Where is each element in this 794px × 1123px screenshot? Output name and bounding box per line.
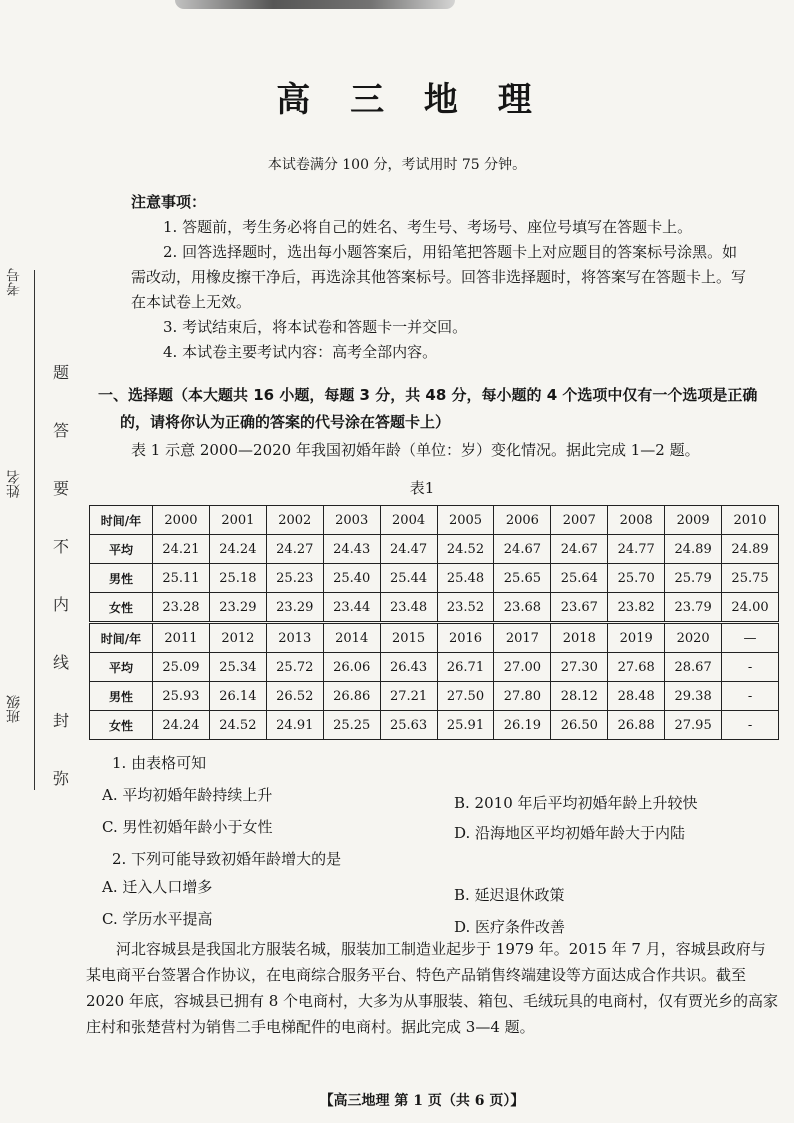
table-cell: 26.52: [266, 682, 323, 711]
table-cell: 2005: [437, 506, 494, 535]
notice-item: 1. 答题前，考生务必将自己的姓名、考生号、考场号、座位号填写在答题卡上。: [163, 218, 693, 236]
table-cell: 25.63: [380, 711, 437, 740]
table-row: [90, 535, 779, 564]
class-label: 班级: [6, 695, 22, 723]
seal-char: 题: [52, 363, 69, 382]
option-c: C. 学历水平提高: [102, 910, 213, 928]
table-cell: 24.24: [209, 535, 266, 564]
passage-text: 河北容城县是我国北方服装名城，服装加工制造业起步于 1979 年。2015 年 7 月，容城县政府与某电商平台签署合作协议，在电商综合服务平台、特色产品销售终端建设等方面达成合作共识。截至 2020 年底，容城县已拥有 8 个电商村，大多为从事服装、箱包、毛绒玩具的电商村，仅有贾光乡的高家庄村和张楚营村为销售二手电梯配件的电商村。据此完成 3—4 题。: [86, 940, 779, 1036]
page-title: 高 三 地 理: [276, 80, 546, 120]
table-cell: 24.21: [153, 535, 210, 564]
question-stem: 1. 由表格可知: [112, 754, 207, 772]
table-cell: 25.91: [437, 711, 494, 740]
exam-number-label: 考号: [6, 268, 22, 296]
table-cell: 24.24: [153, 711, 210, 740]
table-cell: 24.67: [494, 535, 551, 564]
table-cell: 26.19: [494, 711, 551, 740]
table-cell: 2007: [551, 506, 608, 535]
table-cell: 25.23: [266, 564, 323, 593]
table-cell: 24.91: [266, 711, 323, 740]
notice-heading: 注意事项：: [131, 193, 207, 211]
table-cell: 23.52: [437, 593, 494, 623]
table-cell: 24.47: [380, 535, 437, 564]
section-heading-line: 一、选择题（本大题共 16 小题，每题 3 分，共 48 分，每小题的 4 个选项中仅有一个选项是正确: [98, 386, 758, 404]
table-cell: —: [722, 623, 779, 653]
table-row: [90, 564, 779, 593]
option-d: D. 医疗条件改善: [454, 918, 566, 936]
table-cell: 24.27: [266, 535, 323, 564]
table-cell: 23.44: [323, 593, 380, 623]
seal-char: 不: [52, 537, 69, 556]
table-cell: 27.68: [608, 653, 665, 682]
table-cell: 24.00: [722, 593, 779, 623]
table-cell: 2004: [380, 506, 437, 535]
table-cell: 25.48: [437, 564, 494, 593]
table-cell: 25.44: [380, 564, 437, 593]
table-cell: 25.34: [209, 653, 266, 682]
table-cell: 2019: [608, 623, 665, 653]
table-cell: 26.86: [323, 682, 380, 711]
table-cell: 2010: [722, 506, 779, 535]
notice-item: 2. 回答选择题时，选出每小题答案后，用铅笔把答题卡上对应题目的答案标号涂黑。如需改动，用橡皮擦干净后，再选涂其他答案标号。回答非选择题时，将答案写在答题卡上。写在本试卷上无效。: [131, 243, 747, 311]
table-cell: 2003: [323, 506, 380, 535]
table-cell: 25.25: [323, 711, 380, 740]
exam-info: 本试卷满分 100 分，考试用时 75 分钟。: [267, 157, 527, 173]
table-cell: 26.14: [209, 682, 266, 711]
table-row: [90, 653, 779, 682]
binding-margin: [0, 240, 86, 800]
section-heading-line: 的，请将你认为正确的答案的代号涂在答题卡上）: [120, 413, 451, 431]
notice-item: 4. 本试卷主要考试内容：高考全部内容。: [163, 343, 438, 361]
row-label-cell: 女性: [90, 711, 153, 740]
table-cell: 25.75: [722, 564, 779, 593]
table-cell: 2008: [608, 506, 665, 535]
notice-section: [131, 190, 751, 365]
table-cell: 27.30: [551, 653, 608, 682]
table-cell: 25.18: [209, 564, 266, 593]
table-cell: 2001: [209, 506, 266, 535]
table-header-row: [90, 623, 779, 653]
table-cell: 24.43: [323, 535, 380, 564]
seal-char: 封: [52, 711, 69, 730]
table-cell: 28.12: [551, 682, 608, 711]
table-cell: 2000: [153, 506, 210, 535]
row-label-cell: 时间/年: [90, 506, 153, 535]
table-cell: 25.72: [266, 653, 323, 682]
table-cell: 23.82: [608, 593, 665, 623]
table-cell: 27.80: [494, 682, 551, 711]
table-cell: 2013: [266, 623, 323, 653]
table-cell: 24.52: [437, 535, 494, 564]
table-intro: 表 1 示意 2000—2020 年我国初婚年龄（单位：岁）变化情况。据此完成 1—2 题。: [131, 441, 700, 459]
seal-char: 要: [52, 479, 69, 498]
table-cell: -: [722, 711, 779, 740]
seal-char: 线: [52, 653, 69, 672]
table-cell: 23.29: [266, 593, 323, 623]
seal-warning-text: [48, 365, 74, 829]
table-cell: 2011: [153, 623, 210, 653]
table-cell: 27.95: [665, 711, 722, 740]
option-d: D. 沿海地区平均初婚年龄大于内陆: [454, 824, 686, 842]
option-a: A. 平均初婚年龄持续上升: [102, 786, 273, 804]
seal-char: 答: [52, 421, 69, 440]
table-cell: 2016: [437, 623, 494, 653]
row-label-cell: 女性: [90, 593, 153, 623]
table-cell: 23.68: [494, 593, 551, 623]
seal-char: 弥: [52, 769, 69, 788]
table-cell: 26.06: [323, 653, 380, 682]
table-row: [90, 682, 779, 711]
table-cell: 2017: [494, 623, 551, 653]
notice-item: 3. 考试结束后，将本试卷和答题卡一并交回。: [163, 318, 468, 336]
table-cell: 2015: [380, 623, 437, 653]
row-label-cell: 男性: [90, 682, 153, 711]
table-cell: 28.67: [665, 653, 722, 682]
table-cell: 2009: [665, 506, 722, 535]
scan-edge-shadow: [175, 0, 455, 9]
question-stem: 2. 下列可能导致初婚年龄增大的是: [112, 850, 342, 868]
table-cell: -: [722, 653, 779, 682]
table-cell: 25.93: [153, 682, 210, 711]
table-cell: 2002: [266, 506, 323, 535]
seal-char: 内: [52, 595, 69, 614]
option-c: C. 男性初婚年龄小于女性: [102, 818, 273, 836]
table-cell: 23.29: [209, 593, 266, 623]
table-cell: 24.67: [551, 535, 608, 564]
option-a: A. 迁入人口增多: [102, 878, 213, 896]
row-label-cell: 平均: [90, 535, 153, 564]
table-header-row: [90, 506, 779, 535]
table-cell: 23.67: [551, 593, 608, 623]
table-cell: 26.71: [437, 653, 494, 682]
table-cell: 26.50: [551, 711, 608, 740]
row-label-cell: 男性: [90, 564, 153, 593]
table-cell: 23.79: [665, 593, 722, 623]
table-cell: 26.43: [380, 653, 437, 682]
option-b: B. 2010 年后平均初婚年龄上升较快: [454, 794, 698, 812]
table-cell: 28.48: [608, 682, 665, 711]
table-cell: 24.89: [722, 535, 779, 564]
table-cell: 2012: [209, 623, 266, 653]
section-heading: [98, 382, 778, 436]
name-label: 姓名: [6, 470, 22, 498]
seal-line: [34, 270, 35, 790]
passage: [86, 936, 780, 1040]
table-cell: 2018: [551, 623, 608, 653]
table-cell: 27.00: [494, 653, 551, 682]
row-label-cell: 平均: [90, 653, 153, 682]
table-cell: 25.11: [153, 564, 210, 593]
row-label-cell: 时间/年: [90, 623, 153, 653]
table-cell: 2020: [665, 623, 722, 653]
table-cell: 23.28: [153, 593, 210, 623]
table-cell: 24.77: [608, 535, 665, 564]
table-caption: 表1: [409, 479, 435, 497]
marriage-age-table: [89, 505, 779, 740]
table-cell: 23.48: [380, 593, 437, 623]
table-cell: 25.64: [551, 564, 608, 593]
table-cell: 24.52: [209, 711, 266, 740]
table-cell: -: [722, 682, 779, 711]
table-cell: 26.88: [608, 711, 665, 740]
table-row: [90, 711, 779, 740]
table-cell: 25.65: [494, 564, 551, 593]
table-cell: 25.79: [665, 564, 722, 593]
table-cell: 25.09: [153, 653, 210, 682]
page-footer: 【高三地理 第 1 页（共 6 页）】: [319, 1093, 525, 1109]
table-cell: 2006: [494, 506, 551, 535]
table-cell: 2014: [323, 623, 380, 653]
table-cell: 27.21: [380, 682, 437, 711]
table-row: [90, 593, 779, 623]
table-cell: 25.70: [608, 564, 665, 593]
option-b: B. 延迟退休政策: [454, 886, 565, 904]
table-cell: 24.89: [665, 535, 722, 564]
table-cell: 29.38: [665, 682, 722, 711]
table-cell: 27.50: [437, 682, 494, 711]
table-cell: 25.40: [323, 564, 380, 593]
